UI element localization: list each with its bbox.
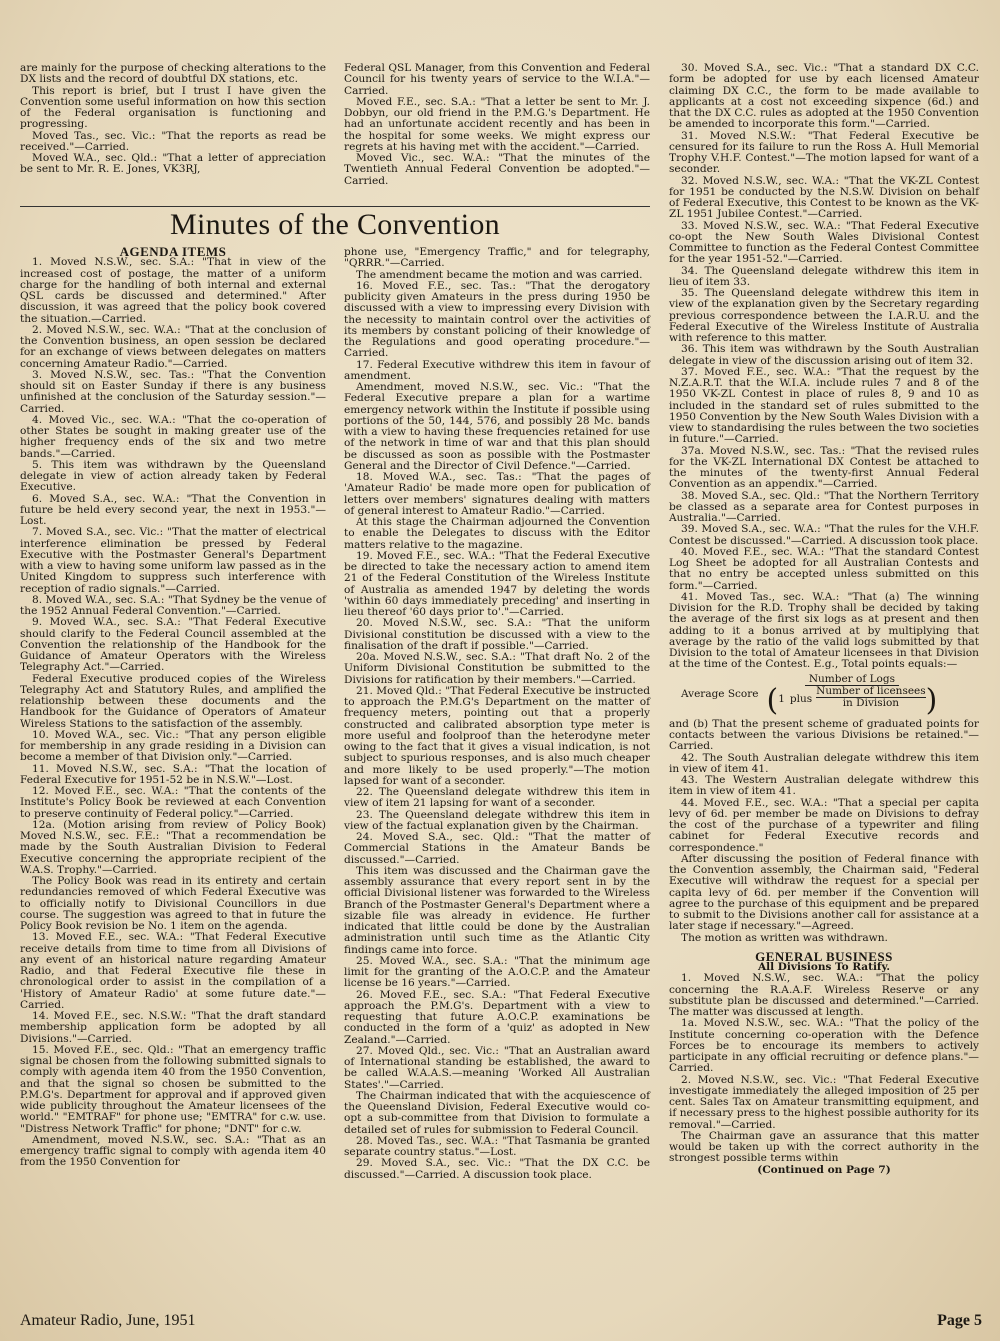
agenda-item: 15. Moved F.E., sec. Qld.: "That an emergency traffic signal be chosen from the following submitted signals to comply with agenda item 40 from the 1950 Convention, and that the signal so chosen be submitted to the P.M.G's. Department for approval and if approved given wide publicity throughout the Amateur licensees of the world." "EMTRAF" for phone use; "EMTRA" for c.w. use. "Distress Network Traffic" for phone; "DNT" for c.w. [20,1043,326,1135]
footer-publication: Amateur Radio, June, 1951 [20,1312,196,1329]
agenda-item: 18. Moved W.A., sec. Tas.: "That the pages of 'Amateur Radio' be made more open for publication of letters over members' signatures dealing with matters of general interest to Amateur Radio."—Carried. [344,471,650,517]
agenda-item: Federal Executive produced copies of the Wireless Telegraphy Act and Statutory Rules, and amplified the relationship between these documents and the Handbook for the Guidance of Operators of Amateur Wireless Stations to the satisfaction of the assembly. [20,672,326,730]
agenda-item: 4. Moved Vic., sec. W.A.: "That the co-operation of other States be sought in making greater use of the higher frequency ends of the six and two metre bands."—Carried. [20,413,326,460]
paragraph: Moved W.A., sec. Qld.: "That a letter of appreciation be sent to Mr. R. E. Jones, VK3RJ, [20,152,326,176]
general-business-heading: GENERAL BUSINESS [755,948,893,964]
column-2-agenda [344,247,650,1181]
agenda-item: 37. Moved F.E., sec. W.A.: "That the request by the N.Z.A.R.T. that the W.I.A. include rules 7 and 8 of the 1950 VK-ZL Contest in place of rules 8, 9 and 10 as included in the standard set of rules submitted to the 1950 Convention by the New South Wales Division with a view to standardising the rules between the two societies in future."—Carried. [669,365,979,446]
agenda-item: Amendment, moved N.S.W., sec. Vic.: "That the Federal Executive prepare a plan for a wartime emergency network within the Institute if possible using portions of the 50, 144, 576, and possibly 28 Mc. bands with a view to having these frequencies retained for use of the network in time of war and that this plan should be discussed as soon as possible with the Postmaster General and the Director of Civil Defence."—Carried. [344,381,650,472]
agenda-item: 6. Moved S.A., sec. W.A.: "That the Convention in future be held every second year, the next in 1953."—Lost. [20,492,326,527]
formula-den-top: Number of licensees [816,684,926,697]
agenda-item: 25. Moved W.A., sec. S.A.: "That the minimum age limit for the granting of the A.O.C.P. and the Amateur license be 16 years."—Carried. [344,954,650,990]
general-item: The Chairman gave an assurance that this matter would be taken up with the correct authority in the strongest possible terms within [669,1129,979,1165]
agenda-item: 2. Moved N.S.W., sec. W.A.: "That at the conclusion of the Convention business, an open session be declared for an exchange of views between delegates on matters concerning Amateur Radio."—Carried. [20,323,326,370]
agenda-item: 43. The Western Australian delegate withdrew this item in view of item 41. [669,774,979,798]
column-3 [669,63,979,1176]
average-score-formula [681,674,979,716]
agenda-item: 31. Moved N.S.W.: "That Federal Executive be censured for its failure to run the Ross A. Hull Memorial Trophy V.H.F. Contest."—The motion lapsed for want of a seconder. [669,129,979,176]
agenda-item: 10. Moved W.A., sec. Vic.: "That any person eligible for membership in any grade residing in a Division can become a member of that Division only."—Carried. [20,728,326,764]
page-number: Page 5 [937,1312,982,1329]
formula-label: Average Score [681,688,759,700]
agenda-heading: AGENDA ITEMS [119,244,227,259]
agenda-item: 27. Moved Qld., sec. Vic.: "That an Australian award of International standing be established, the award to be called W.A.A.S.—meaning 'Worked All Australian States'."—Carried. [344,1044,650,1091]
agenda-item: 8. Moved W.A., sec. S.A.: "That Sydney be the venue of the 1952 Annual Federal Convention."—Carried. [20,593,326,617]
agenda-item: 30. Moved S.A., sec. Vic.: "That a standard DX C.C. form be adopted for use by each licensed Amateur claiming DX C.C., the form to be made available to applicants at a cost not exceeding sixpence (6d.) and that the DX C.C. rules as adopted at the 1950 Convention be amended to incorporate this form."—Carried. [669,62,979,131]
general-item: 2. Moved N.S.W., sec. Vic.: "That Federal Executive investigate immediately the alleged imposition of 25 per cent. Sales Tax on Amateur transmitting equipment, and if necessary press to the highest possible authority for its removal."—Carried. [669,1073,979,1131]
formula-one: 1 [778,692,785,705]
agenda-item: 1. Moved N.S.W., sec. S.A.: "That in view of the increased cost of postage, the matter of a uniform charge for the handling of both internal and external QSL cards be discussed and determined." After discussion, it was agreed that the policy book covered the situation.—Carried. [20,256,326,325]
column-1-agenda [20,246,326,1169]
agenda-item: At this stage the Chairman adjourned the Convention to enable the Delegates to discuss with the Editor matters relative to the magazine. [344,516,650,551]
agenda-item: 23. The Queensland delegate withdrew this item in view of the factual explanation given by the Chairman. [344,808,650,832]
agenda-item: 21. Moved Qld.: "That Federal Executive be instructed to approach the P.M.G's Department on the matter of frequency meters, pointing out that a properly constructed and calibrated absorption type meter is more useful and foolproof than the heterodyne meter owing to the fact that it gives a visual indication, is not subject to spurious responses, and is also much cheaper and more likely to be used properly."—The motion lapsed for want of a seconder. [344,684,650,787]
agenda-item: and (b) That the present scheme of graduated points for contacts between the various Divisions be retained."—Carried. [669,717,979,753]
agenda-item: 12a. (Motion arising from review of Policy Book) Moved N.S.W., sec. F.E.: "That a recommendation be made by the South Australian Division to Federal Executive concerning the appropriate recipient of the W.A.S. Trophy."—Carried. [20,818,326,876]
agenda-item: 22. The Queensland delegate withdrew this item in view of item 21 lapsing for want of a seconder. [344,786,650,810]
paragraph: Federal QSL Manager, from this Convention and Federal Council for his twenty years of service to the W.I.A."—Carried. [344,62,650,97]
agenda-item: 36. This item was withdrawn by the South Australian delegate in view of the discussion arising out of item 32. [669,343,979,367]
agenda-item: 13. Moved F.E., sec. W.A.: "That Federal Executive receive details from time to time from all Divisions of any event of an historical nature regarding Amateur Radio, and that Federal Executive file these in chronological order to assist in the compilation of a 'History of Amateur Radio' at some future date."—Carried. [20,931,326,1011]
paragraph: are mainly for the purpose of checking alterations to the DX lists and the record of doubtful DX stations, etc. [20,62,326,86]
agenda-item: 3. Moved N.S.W., sec. Tas.: "That the Convention should sit on Easter Sunday if there is any business unfinished at the conclusion of the Saturday session."—Carried. [20,368,326,415]
agenda-item: 19. Moved F.E., sec. W.A.: "That the Federal Executive be directed to take the necessary action to amend item 21 of the Federal Constitution of the Wireless Institute of Australia as amended 1947 by deleting the words 'within 60 days immediately preceding' and inserting in lieu thereof '60 days prior to'."—Carried. [344,549,650,618]
column-2-top [344,63,650,187]
agenda-item: 5. This item was withdrawn by the Queensland delegate in view of action already taken by Federal Executive. [20,458,326,494]
agenda-item: 38. Moved S.A., sec. Qld.: "That the Northern Territory be classed as a separate area for Contest purposes in Australia."—Carried. [669,489,979,524]
general-business-subheading: All Divisions To Ratify. [757,961,890,973]
agenda-item: 20a. Moved N.S.W., sec. S.A.: "That draft No. 2 of the Uniform Divisional Constitution be submitted to the Divisions for ratification by their members."—Carried. [344,651,650,686]
agenda-item: The Chairman indicated that with the acquiescence of the Queensland Division, Federal Executive would co-opt a sub-committee from that Division to formulate a detailed set of rules for submission to Federal Council. [344,1089,650,1136]
agenda-item: 17. Federal Executive withdrew this item in favour of amendment. [344,358,650,382]
agenda-item: After discussing the position of Federal finance with the Convention assembly, the Chairman said, "Federal Executive will withdraw the request for a special per capita levy of 6d. per member if the Convention will agree to the purchase of this equipment and be prepared to submit to the Divisions another call for assistance at a later stage if necessary."—Agreed. [669,852,979,933]
agenda-item: 37a. Moved N.S.W., sec. Tas.: "That the revised rules for the VK-ZL International DX Contest be attached to the minutes of the twenty-first Annual Federal Convention as an appendix."—Carried. [669,444,979,491]
agenda-item: 14. Moved F.E., sec. N.S.W.: "That the draft standard membership application form be adopted by all Divisions."—Carried. [20,1010,326,1045]
formula-denominator [766,682,938,718]
general-item: 1. Moved N.S.W., sec. W.A.: "That the policy concerning the R.A.A.F. Wireless Reserve or any substitute plan be discussed and determined."—Carried. The matter was discussed at length. [669,972,979,1018]
agenda-item: 11. Moved N.S.W., sec. S.A.: "That the location of Federal Executive for 1951-52 be in N.S.W."—Lost. [20,762,326,786]
page-title: Minutes of the Convention [170,208,500,241]
paragraph: This report is brief, but I trust I have given the Convention some useful information on how this section of the Federal organisation is functioning and progressing. [20,84,326,131]
close-paren: ) [925,682,938,718]
formula-fraction [766,674,937,716]
column-1-top [20,63,326,176]
agenda-item: 20. Moved N.S.W., sec. S.A.: "That the uniform Divisional constitution be discussed with a view to the finalisation of the draft if possible."—Carried. [344,617,650,652]
general-item: 1a. Moved N.S.W., sec. W.A.: "That the policy of the Institute concerning co-operation with the Defence Forces be to encourage its members to actively participate in any official recruiting or defence plans."—Carried. [669,1017,979,1075]
agenda-item: 24. Moved S.A., sec. Qld.: "That the matter of Commercial Stations in the Amateur Bands be discussed."—Carried. [344,831,650,866]
agenda-item: 33. Moved N.S.W., sec. W.A.: "That Federal Executive co-opt the New South Wales Divisional Contest Committee to function as the Federal Contest Committee for the year 1951-52."—Carried. [669,219,979,266]
agenda-item: 39. Moved S.A., sec. W.A.: "That the rules for the V.H.F. Contest be discussed."—Carried. A discussion took place. [669,523,979,547]
agenda-item: Amendment, moved N.S.W., sec. S.A.: "That as an emergency traffic signal to comply with agenda item 40 from the 1950 Convention for [20,1133,326,1169]
paragraph: Moved Vic., sec. W.A.: "That the minutes of the Twentieth Annual Federal Convention be adopted."—Carried. [344,152,650,187]
agenda-item: 44. Moved F.E., sec. W.A.: "That a special per capita levy of 6d. per member be made on Divisions to defray the cost of the purchase of a typewriter and filing cabinet for Federal Executive records and correspondence." [669,796,979,854]
formula-ratio [816,686,926,710]
paragraph: Moved F.E., sec. S.A.: "That a letter be sent to Mr. J. Dobbyn, our old friend in the P.M.G.'s Department. He had an unfortunate accident recently and has been in the hospital for some weeks. We might express our regrets at his having met with the accident."—Carried. [344,95,650,153]
formula-den-bottom: in Division [842,697,900,709]
agenda-item: The motion as written was withdrawn. [681,931,888,944]
agenda-item: The amendment became the motion and was carried. [356,268,643,281]
agenda-item: 16. Moved F.E., sec. Tas.: "That the derogatory publicity given Amateurs in the press during 1950 be discussed with a view to impressing every Division with the necessity to maintain control over the activities of its members by constant policing of their knowledge of the Regulations and good operating procedure."—Carried. [344,279,650,360]
agenda-item: 41. Moved Tas., sec. W.A.: "That (a) The winning Division for the R.D. Trophy shall be decided by taking the average of the first six logs as at present and then adding to it a bonus arrived at by multiplying that average by the ratio of the valid logs submitted by that Division to the total of Amateur licensees in that Division at the time of the Contest. E.g., Total points equals:— [669,590,979,671]
agenda-item: 29. Moved S.A., sec. Vic.: "That the DX C.C. be discussed."—Carried. A discussion took place. [344,1157,650,1181]
agenda-item: 12. Moved F.E., sec. W.A.: "That the contents of the Institute's Policy Book be reviewed at each Convention to preserve continuity of Federal policy."—Carried. [20,785,326,820]
agenda-item: 35. The Queensland delegate withdrew this item in view of the explanation given by the Secretary regarding previous correspondence between the I.A.R.U. and the Federal Executive of the Wireless Institute of Australia with reference to this matter. [669,287,979,344]
agenda-item: 7. Moved S.A., sec. Vic.: "That the matter of electrical interference elimination be pressed by Federal Executive with the Postmaster General's Department with a view to having some uniform law passed as in the United Kingdom to suppress such interference with reception of radio signals."—Carried. [20,526,326,595]
formula-plus: plus [789,692,813,705]
open-paren: ( [766,682,779,718]
agenda-item: 32. Moved N.S.W., sec. W.A.: "That the VK-ZL Contest for 1951 be conducted by the N.S.W. Division on behalf of Federal Executive, this Contest to be known as the VK-ZL 1951 Jubilee Contest."—Carried. [669,174,979,221]
agenda-item: This item was discussed and the Chairman gave the assembly assurance that every report sent in by the official Divisional listener was forwarded to the Wireless Branch of the Postmaster General's Department where a sizable file was already in evidence. He further indicated that little could be done by the Australian administration until such time as the Atlantic City findings came into force. [344,864,650,956]
agenda-item: 28. Moved Tas., sec. W.A.: "That Tasmania be granted separate country status."—Lost. [344,1134,650,1158]
agenda-item: phone use, "Emergency Traffic," and for telegraphy, "QRRR."—Carried. [344,246,650,270]
agenda-item: 34. The Queensland delegate withdrew this item in lieu of item 33. [669,264,979,288]
agenda-item: 9. Moved W.A., sec. S.A.: "That Federal Executive should clarify to the Federal Council assembled at the Convention the relationship of the Handbook for the Guidance of Amateur Operators with the Wireless Telegraphy Act."—Carried. [20,616,326,674]
paragraph: Moved Tas., sec. Vic.: "That the reports as read be received."—Carried. [20,129,326,153]
agenda-item: The Policy Book was read in its entirety and certain redundancies removed of which Federal Executive was to officially notify to Divisional Councillors in due course. The suggestion was agreed to that in future the Policy Book revision be No. 1 item on the agenda. [20,875,326,932]
formula-numerator: Number of Logs [805,674,899,686]
continued-note: (Continued on Page 7) [757,1163,891,1176]
agenda-item: 26. Moved F.E., sec. S.A.: "That Federal Executive approach the P.M.G's. Department with a view to requesting that future A.O.C.P. examinations be conducted in the form of a 'quiz' as adopted in New Zealand."—Carried. [344,988,650,1046]
agenda-item: 40. Moved F.E., sec. W.A.: "That the standard Contest Log Sheet be adopted for all Australian Contests and that no entry be accepted unless submitted on this form."—Carried. [669,545,979,592]
title-rule-top [20,206,650,207]
agenda-item: 42. The South Australian delegate withdrew this item in view of item 41. [669,751,979,775]
